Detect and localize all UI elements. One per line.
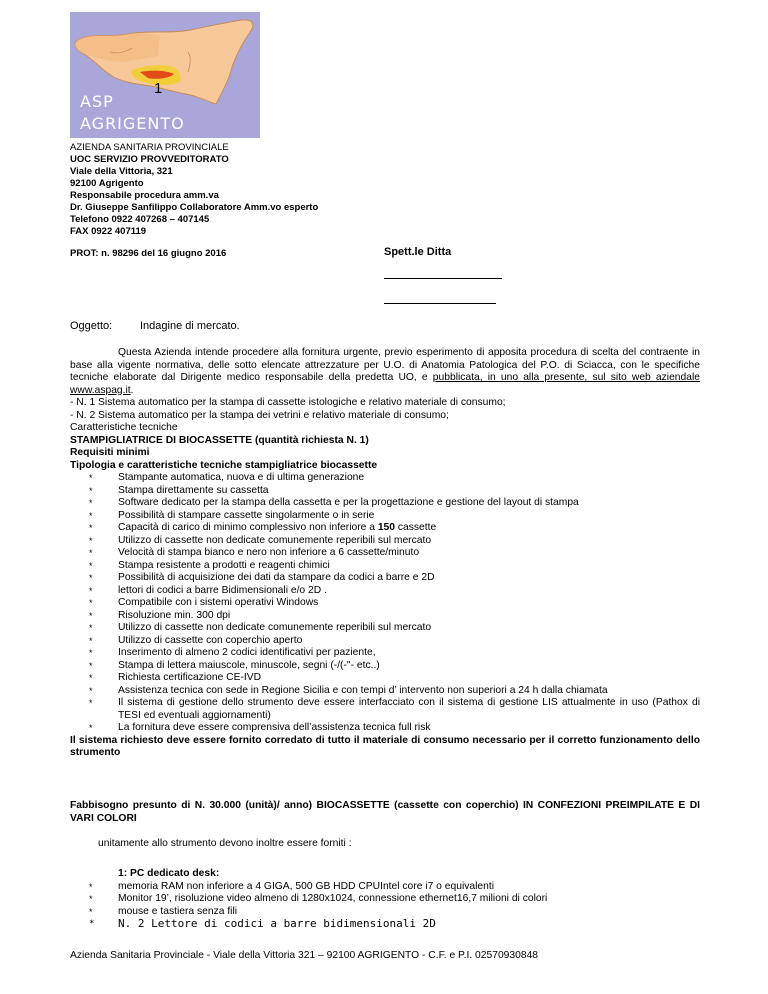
list-item: * Monitor 19’, risoluzione video almeno di 1280x1024, connessione ethernet16,7 milioni di colori — [70, 893, 700, 906]
list-item: * Capacità di carico di minimo complessivo non inferiore a 150 cassette — [70, 522, 700, 535]
subject-text: Indagine di mercato. — [140, 320, 240, 332]
logo-line2: AGRIGENTO — [80, 114, 185, 133]
requirement-estimate: Fabbisogno presunto di N. 30.000 (unità)/ anno) BIOCASSETTE (cassette con coperchio) IN CONFEZIONI PREIMPILATE E DI VARI COLORI — [70, 800, 700, 824]
list-item: * Possibilità di stampare cassette singolarmente o in serie — [70, 510, 700, 523]
supply-intro: unitamente allo strumento devono inoltre essere forniti : — [98, 838, 352, 849]
typology-title: Tipologia e caratteristiche tecniche stampigliatrice biocassette — [70, 459, 378, 471]
recipient: Spett.le Ditta — [384, 246, 452, 258]
pc-list — [70, 881, 700, 931]
list-item: * lettori di codici a barre Bidimensionali e/o 2D . — [70, 585, 700, 598]
list-item: * Stampa direttamente su cassetta — [70, 485, 700, 498]
header-line2: UOC SERVIZIO PROVVEDITORATO — [70, 154, 229, 165]
item-3: Caratteristiche tecniche — [70, 422, 178, 433]
requirements-title: Requisiti minimi — [70, 447, 150, 458]
list-item: * memoria RAM non inferiore a 4 GIGA, 500 GB HDD CPUIntel core i7 o equivalenti — [70, 881, 700, 894]
letter-body — [70, 347, 700, 760]
pc-section — [70, 868, 700, 931]
list-item: * Stampante automatica, nuova e di ultima generazione — [70, 472, 700, 485]
list-item: * Compatibile con i sistemi operativi Windows — [70, 597, 700, 610]
logo-number: 1 — [154, 80, 163, 97]
list-item: * mouse e tastiera senza fili — [70, 906, 700, 919]
header-line4: 92100 Agrigento — [70, 178, 144, 189]
protocol-number: PROT: n. 98296 del 16 giugno 2016 — [70, 248, 227, 259]
recipient-line-2 — [384, 303, 496, 304]
list-item: * La fornitura deve essere comprensiva dell’assistenza tecnica full risk — [70, 722, 700, 735]
list-item: * Assistenza tecnica con sede in Regione Sicilia e con tempi d’ intervento non superiori a 24 h dalla chiamata — [70, 685, 700, 698]
section-title: STAMPIGLIATRICE DI BIOCASSETTE (quantità richiesta N. 1) — [70, 434, 369, 446]
header-line6: Dr. Giuseppe Sanfilippo Collaboratore Amm.vo esperto — [70, 202, 319, 213]
asp-logo — [70, 12, 260, 138]
item-2: - N. 2 Sistema automatico per la stampa dei vetrini e relativo materiale di consumo; — [70, 409, 449, 421]
list-item: * Il sistema di gestione dello strumento deve essere interfacciato con il sistema di gestione LIS attualmente in uso (Pathox di TESI ed eventuali aggiornamenti) — [70, 697, 700, 722]
list-item: * Velocità di stampa bianco e nero non inferiore a 6 cassette/minuto — [70, 547, 700, 560]
list-item: * Stampa di lettera maiuscole, minuscole, segni (-/(-"- etc..) — [70, 660, 700, 673]
recipient-line-1 — [384, 278, 502, 279]
list-item: * Utilizzo di cassette non dedicate comunemente reperibili sul mercato — [70, 622, 700, 635]
header-line8: FAX 0922 407119 — [70, 226, 147, 237]
header-line7: Telefono 0922 407268 – 407145 — [70, 214, 210, 225]
list-item: * Possibilità di acquisizione dei dati da stampare da codici a barre e 2D — [70, 572, 700, 585]
intro-paragraph: Questa Azienda intende procedere alla fornitura urgente, previo esperimento di apposita procedura di scelta del contraente in base alla vigente normativa, delle sotto elencate attrezzature per U.O. di Anatomia Patologica del P.O. di Sciacca, con le specifiche tecniche elaborate dal Dirigente medico responsabile della predetta UO, e pubblicata, in uno alla presente, sul sito web aziendale www.aspag.it. — [70, 347, 701, 396]
header-line1: AZIENDA SANITARIA PROVINCIALE — [70, 142, 229, 153]
list-item: * Richiesta certificazione CE-IVD — [70, 672, 700, 685]
list-item: * N. 2 Lettore di codici a barre bidimensionali 2D — [70, 918, 700, 931]
list-item: * Software dedicato per la stampa della cassetta e per la progettazione e gestione del layout di stampa — [70, 497, 700, 510]
website-link[interactable]: pubblicata, in uno alla presente, sul sito web aziendale www.aspag.it — [70, 372, 701, 396]
list-item: * Utilizzo di cassette con coperchio aperto — [70, 635, 700, 648]
page-footer: Azienda Sanitaria Provinciale - Viale della Vittoria 321 – 92100 AGRIGENTO - C.F. e P.I. 02570930848 — [70, 950, 539, 961]
sender-header — [70, 142, 318, 238]
subject-label: Oggetto: — [70, 320, 113, 332]
list-item: * Inserimento di almeno 2 codici identificativi per paziente, — [70, 647, 700, 660]
list-item: * Utilizzo di cassette non dedicate comunemente reperibili sul mercato — [70, 535, 700, 548]
closing-statement: Il sistema richiesto deve essere fornito corredato di tutto il materiale di consumo necessario per il corretto funzionamento dello strumento — [70, 734, 700, 758]
header-line5: Responsabile procedura amm.va — [70, 190, 219, 201]
list-item: * Risoluzione min. 300 dpi — [70, 610, 700, 623]
item-1: - N. 1 Sistema automatico per la stampa di cassette istologiche e relativo materiale di consumo; — [70, 397, 506, 408]
spec-list — [70, 472, 700, 735]
list-item: * Stampa resistente a prodotti e reagenti chimici — [70, 560, 700, 573]
header-line3: Viale della Vittoria, 321 — [70, 166, 173, 177]
logo-line1: ASP — [80, 92, 114, 111]
pc-title: 1: PC dedicato desk: — [118, 868, 220, 879]
